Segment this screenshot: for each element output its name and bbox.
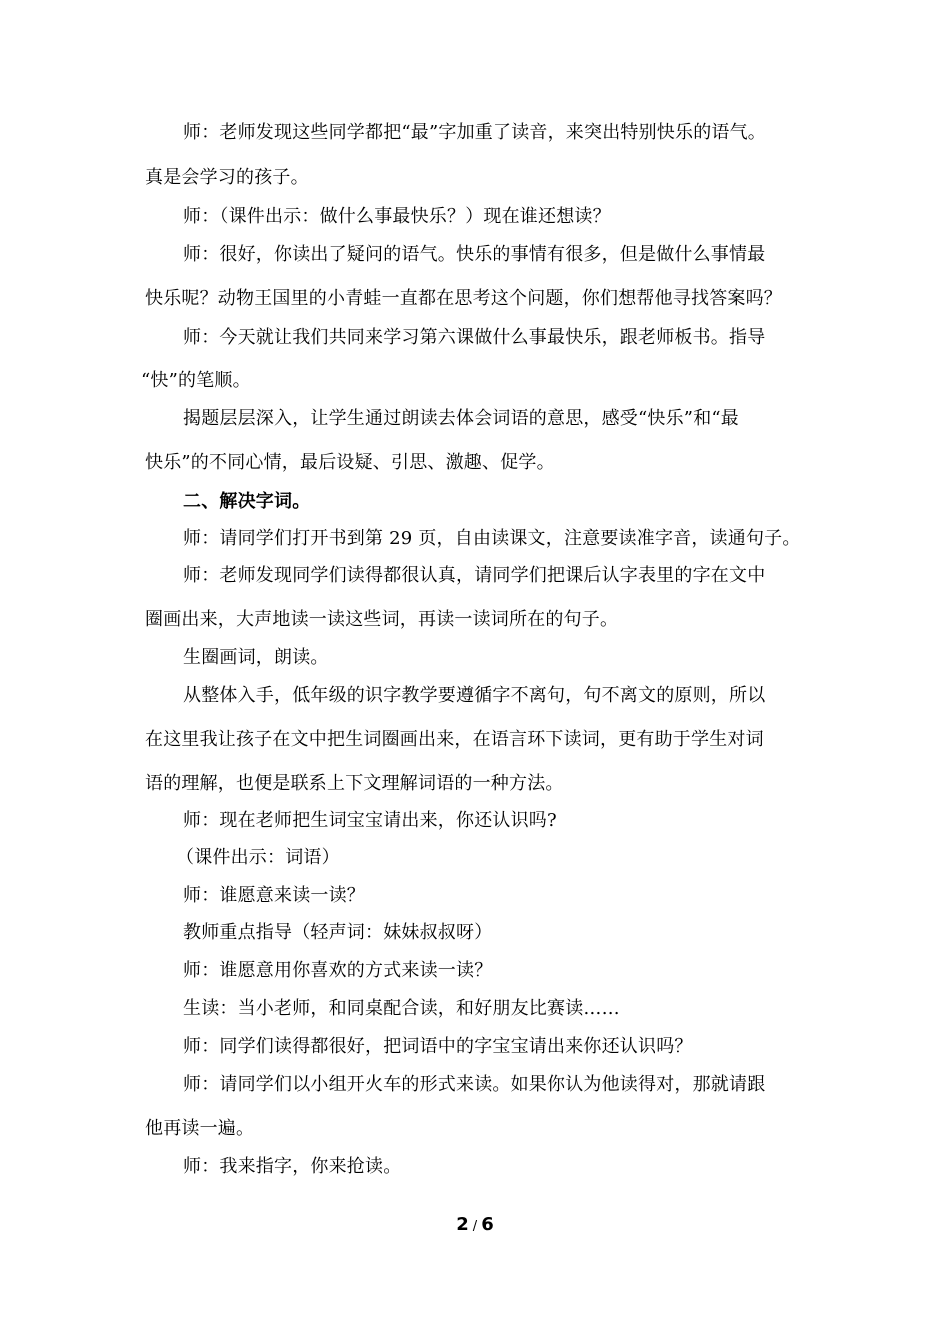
paragraph-line: 他再读一遍。 [145, 1118, 255, 1139]
paragraph-line: 真是会学习的孩子。 [145, 167, 309, 188]
paragraph-line: 快乐呢？动物王国里的小青蛙一直都在思考这个问题，你们想帮他寻找答案吗？ [145, 288, 782, 309]
paragraph-line: 师：请同学们打开书到第 29 页，自由读课文，注意要读准字音，读通句子。 [183, 528, 801, 549]
paragraph-line: 生读：当小老师，和同桌配合读，和好朋友比赛读…… [183, 998, 620, 1019]
paragraph-line: 在这里我让孩子在文中把生词圈画出来，在语言环下读词，更有助于学生对词 [145, 729, 764, 750]
paragraph-line: 揭题层层深入，让学生通过朗读去体会词语的意思，感受“快乐”和“最 [183, 408, 740, 429]
current-page-number: 2 [456, 1214, 469, 1235]
paragraph-line: 师：同学们读得都很好，把词语中的字宝宝请出来你还认识吗？ [183, 1036, 693, 1057]
paragraph-line: 从整体入手，低年级的识字教学要遵循字不离句，句不离文的原则，所以 [183, 685, 766, 706]
total-pages-number: 6 [481, 1214, 494, 1235]
paragraph-line: “快”的笔顺。 [141, 370, 251, 391]
page-number [0, 1214, 950, 1235]
paragraph-line: 师：现在老师把生词宝宝请出来，你还认识吗? [183, 810, 557, 831]
paragraph-line: （课件出示：词语） [176, 847, 340, 868]
paragraph-line: 师：老师发现同学们读得都很认真，请同学们把课后认字表里的字在文中 [183, 565, 766, 586]
paragraph-line: 师：请同学们以小组开火车的形式来读。如果你认为他读得对，那就请跟 [183, 1074, 766, 1095]
paragraph-line: 师：（课件出示：做什么事最快乐？）现在谁还想读？ [183, 206, 611, 227]
paragraph-line: 师：谁愿意来读一读？ [183, 885, 365, 906]
paragraph-line: 圈画出来，大声地读一读这些词，再读一读词所在的句子。 [145, 609, 619, 630]
paragraph-line: 师：很好，你读出了疑问的语气。快乐的事情有很多，但是做什么事情最 [183, 244, 766, 265]
paragraph-line: 师：我来指字，你来抢读。 [183, 1156, 402, 1177]
paragraph-line: 师：老师发现这些同学都把“最”字加重了读音，来突出特别快乐的语气。 [183, 122, 767, 143]
paragraph-line: 师：今天就让我们共同来学习第六课做什么事最快乐，跟老师板书。指导 [183, 327, 766, 348]
paragraph-line: 语的理解，也便是联系上下文理解词语的一种方法。 [145, 773, 564, 794]
paragraph-line: 师：谁愿意用你喜欢的方式来读一读？ [183, 960, 493, 981]
page-separator: / [472, 1219, 478, 1234]
paragraph-line: 教师重点指导（轻声词：妹妹叔叔呀） [183, 922, 493, 943]
paragraph-line: 快乐”的不同心情，最后设疑、引思、激趣、促学。 [145, 452, 555, 473]
paragraph-line: 生圈画词，朗读。 [183, 647, 329, 668]
section-heading: 二、解决字词。 [183, 491, 311, 512]
